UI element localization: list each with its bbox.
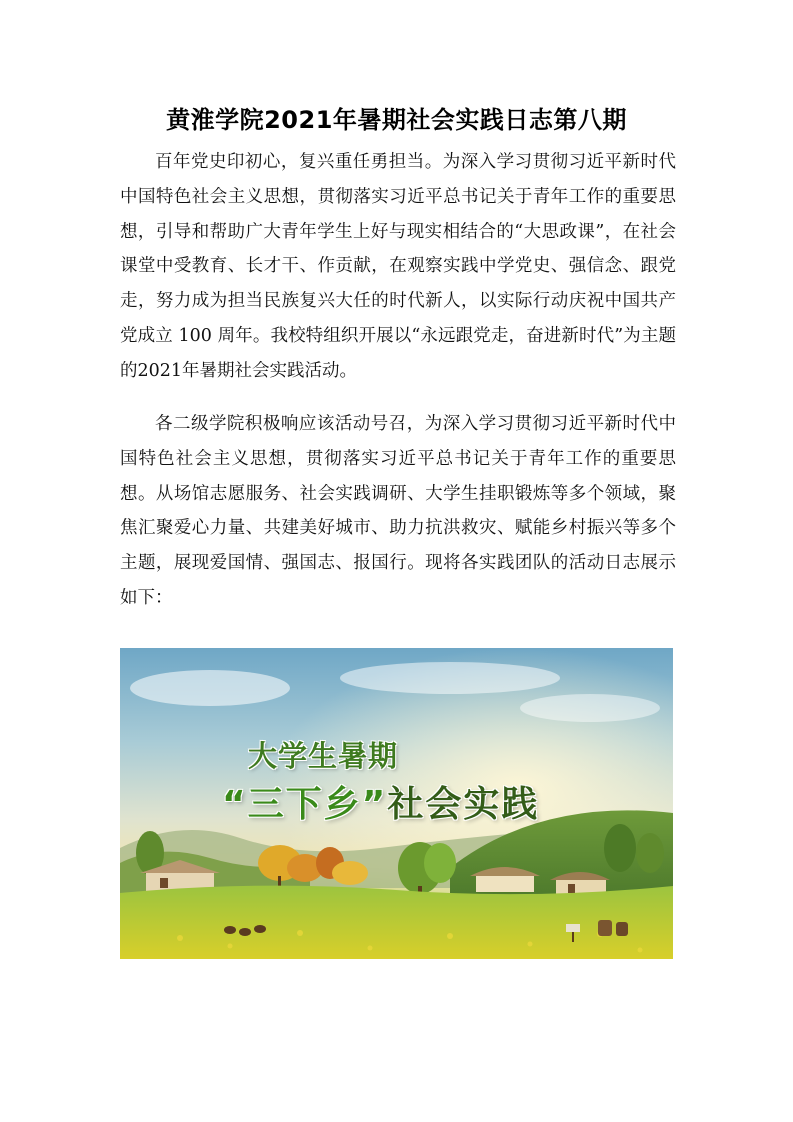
banner-rest-text: 社会实践 [387, 784, 540, 825]
banner-title-line1: 大学生暑期 [248, 739, 399, 773]
banner-image [120, 648, 673, 959]
page-title: 黄淮学院2021年暑期社会实践日志第八期 [166, 106, 627, 134]
banner-title-line2 [222, 776, 539, 827]
banner-quoted-text: “三下乡” [222, 784, 388, 825]
intro-paragraph: 百年党史印初心，复兴重任勇担当。为深入学习贯彻习近平新时代中国特色社会主义思想，贯彻落实习近平总书记关于青年工作的重要思想，引导和帮助广大青年学生上好与现实相结合的“大思政课”，在社会课堂中受教育、长才干、作贡献，在观察实践中学党史、强信念、跟党走，努力成为担当民族复兴大任的时代新人，以实际行动庆祝中国共产党成立 100 周年。我校特组织开展以“永远跟党走，奋进新时代”为主题的2021年暑期社会实践活动。 [120, 152, 676, 381]
body-paragraph: 各二级学院积极响应该活动号召，为深入学习贯彻习近平新时代中国特色社会主义思想，贯彻落实习近平总书记关于青年工作的重要思想。从场馆志愿服务、社会实践调研、大学生挂职锻炼等多个领域，聚焦汇聚爱心力量、共建美好城市、助力抗洪救灾、赋能乡村振兴等多个主题，展现爱国情、强国志、报国行。现将各实践团队的活动日志展示如下： [120, 414, 676, 608]
